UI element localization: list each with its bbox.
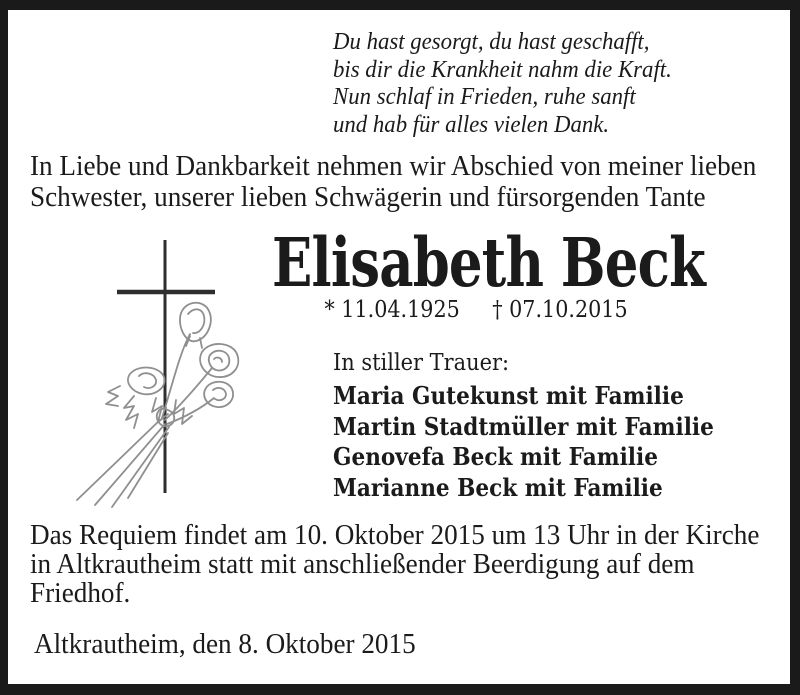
mourner-name: Marianne Beck mit Familie [333,472,663,502]
memorial-poem [333,29,672,139]
mourner-name: Genovefa Beck mit Familie [333,442,658,471]
poem-line: Nun schlaf in Frieden, ruhe sanft [333,84,636,110]
frame-border-bottom [0,684,800,695]
mourning-label: In stiller Trauer: [333,350,510,376]
frame-border-left [0,0,8,695]
cross-with-roses-icon [64,228,276,510]
poem-line: bis dir die Krankheit nahm die Kraft. [333,56,672,83]
funeral-line: Das Requiem findet am 10. Oktober 2015 um 13 Uhr in der Kirche [30,520,760,551]
poem-line: Du hast gesorgt, du hast geschafft, [333,29,650,55]
funeral-info [30,521,759,608]
intro-line: Schwester, unserer lieben Schwägerin und fürsorgenden Tante [30,181,706,213]
poem-line: und hab für alles vielen Dank. [333,111,610,138]
farewell-intro [30,152,756,213]
rose-bouquet-icon [77,303,238,507]
frame-border-top [0,0,800,10]
life-dates [292,297,659,325]
place-date-line: Altkrautheim, den 8. Oktober 2015 [34,629,416,660]
deceased-name: Elisabeth Beck [272,223,705,302]
mourner-name: Maria Gutekunst mit Familie [333,381,684,410]
mourners-list [333,381,714,503]
funeral-line: Friedhof. [30,578,131,609]
birth-date: * 11.04.1925 [324,297,460,323]
death-date: † 07.10.2015 [492,297,628,323]
intro-line: In Liebe und Dankbarkeit nehmen wir Abschied von meiner lieben [30,151,757,182]
mourner-name: Martin Stadtmüller mit Familie [333,411,714,441]
cross-icon [117,240,215,493]
funeral-line: in Altkrautheim statt mit anschließender Beerdigung auf dem [30,549,695,580]
frame-border-right [790,0,800,695]
